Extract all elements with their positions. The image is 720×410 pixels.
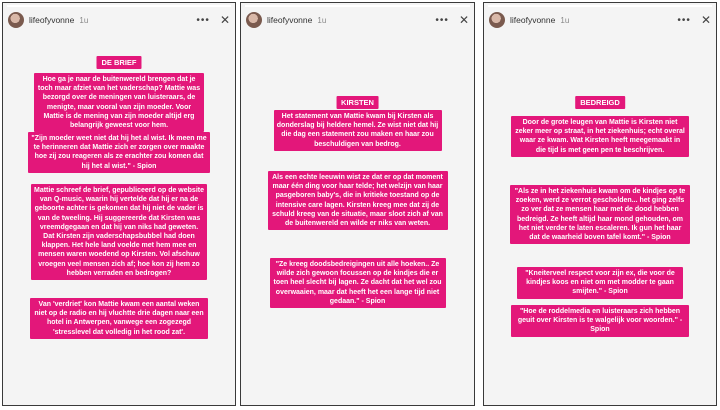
timestamp: 1u (79, 15, 89, 25)
story-panel-kirsten[interactable] (240, 2, 475, 406)
avatar[interactable] (246, 12, 262, 28)
story-quote-block: "Ze kreeg doodsbedreigingen uit alle hoeken.. Ze wilde zich gewoon focussen op de kindjes die er toen heel slecht bij lagen. Ze dacht dat het wel zou overwaaien, maar dat heeft het een lange tijd niet gedaan." - Spion (270, 258, 446, 308)
story-panel-de-brief[interactable] (2, 2, 236, 406)
close-icon[interactable]: ✕ (700, 13, 711, 27)
story-title: DE BRIEF (96, 56, 141, 69)
story-header (489, 11, 711, 29)
story-text-block: Door de grote leugen van Mattie is Kirsten niet zeker meer op straat, in het ziekenhuis; echt overal waar ze kwam. Wat Kirsten heeft meegemaakt in die tijd is met geen pen te beschrijven. (511, 116, 689, 157)
story-header (246, 11, 469, 29)
story-text-block: Als een echte leeuwin wist ze dat er op dat moment maar één ding voor haar telde; het welzijn van haar pasgeboren baby's, die in kritieke toestand op de intensive care lagen. Kirsten kreeg mee dat zij de schuld kreeg van de situatie, maar sloot zich af van de buitenwereld en wilde er niks van weten. (268, 171, 448, 230)
story-progress-fill (488, 5, 712, 7)
story-quote-block: "Zijn moeder weet niet dat hij het al wist. Ik meen me te herinneren dat Mattie zich er zorgen over maakte hoe zij zou reageren als ze erachter zou komen dat hij het al wist." - Spion (28, 132, 210, 173)
username[interactable]: lifeofyvonne (29, 15, 75, 25)
story-title: KIRSTEN (336, 96, 379, 109)
story-progress-bar (7, 5, 231, 7)
story-progress-bar (245, 5, 470, 7)
story-header (8, 11, 230, 29)
timestamp: 1u (560, 15, 570, 25)
more-horizontal-icon[interactable]: ••• (677, 14, 691, 26)
story-quote-block: "Kneiterveel respect voor zijn ex, die voor de kindjes koos en niet om met modder te gaan smijten." - Spion (517, 267, 683, 299)
close-icon[interactable]: ✕ (458, 13, 469, 27)
story-progress-bar (488, 5, 712, 7)
timestamp: 1u (317, 15, 327, 25)
story-quote-block: "Als ze in het ziekenhuis kwam om de kindjes op te zoeken, werd ze verrot gescholden... het ging zelfs zo ver dat ze mensen haar met de dood hebben bedreigd. Ze heeft altijd haar mond gehouden, om het niet verder te laten escaleren. Ik gun het haar dat de waarheid boven tafel komt." - Spion (510, 185, 690, 244)
story-progress-fill (245, 5, 470, 7)
avatar[interactable] (489, 12, 505, 28)
more-horizontal-icon[interactable]: ••• (435, 14, 449, 26)
story-quote-block: "Hoe de roddelmedia en luisteraars zich hebben geuit over Kirsten is te walgelijk voor woorden." - Spion (511, 305, 689, 337)
username[interactable]: lifeofyvonne (267, 15, 313, 25)
username[interactable]: lifeofyvonne (510, 15, 556, 25)
story-text-block: Van 'verdriet' kon Mattie kwam een aantal weken niet op de radio en hij vluchtte drie dagen naar een hotel in Antwerpen, vanwege een zogezegd 'stresslevel dat volledig in het rood zat'. (30, 298, 208, 339)
story-text-block: Het statement van Mattie kwam bij Kirsten als donderslag bij heldere hemel. Ze wist niet dat hij die dag een statement zou maken en haar zou beschuldigen van bedrog. (274, 110, 442, 151)
story-progress-fill (7, 5, 231, 7)
close-icon[interactable]: ✕ (219, 13, 230, 27)
story-title: BEDREIGD (575, 96, 625, 109)
story-text-block: Hoe ga je naar de buitenwereld brengen dat je toch maar afziet van het vaderschap? Mattie was bezorgd over de meningen van luisteraars, de menigte, maar vooral van zijn moeder. Voor Mattie is de mening van zijn moeder altijd erg belangrijk geweest voor hem. (34, 73, 204, 132)
more-horizontal-icon[interactable]: ••• (196, 14, 210, 26)
story-text-block: Mattie schreef de brief, gepubliceerd op de website van Q-music, waarin hij vertelde dat hij er na de geboorte achter is gekomen dat hij niet de vader is van de tweeling. Hij suggereerde dat Kirsten was vreemdgegaan en dat hij van niks had geweten. Dat Kirsten zijn vaderschapsbubbel had doen klappen. Het hele land voelde met hem mee en mensen waren woedend op Kirsten. Vol afschuw vroegen veel mensen zich af; hoe kon zij hem zo hebben verraden en bedrogen? (31, 184, 207, 280)
avatar[interactable] (8, 12, 24, 28)
story-panel-bedreigd[interactable] (483, 2, 717, 406)
